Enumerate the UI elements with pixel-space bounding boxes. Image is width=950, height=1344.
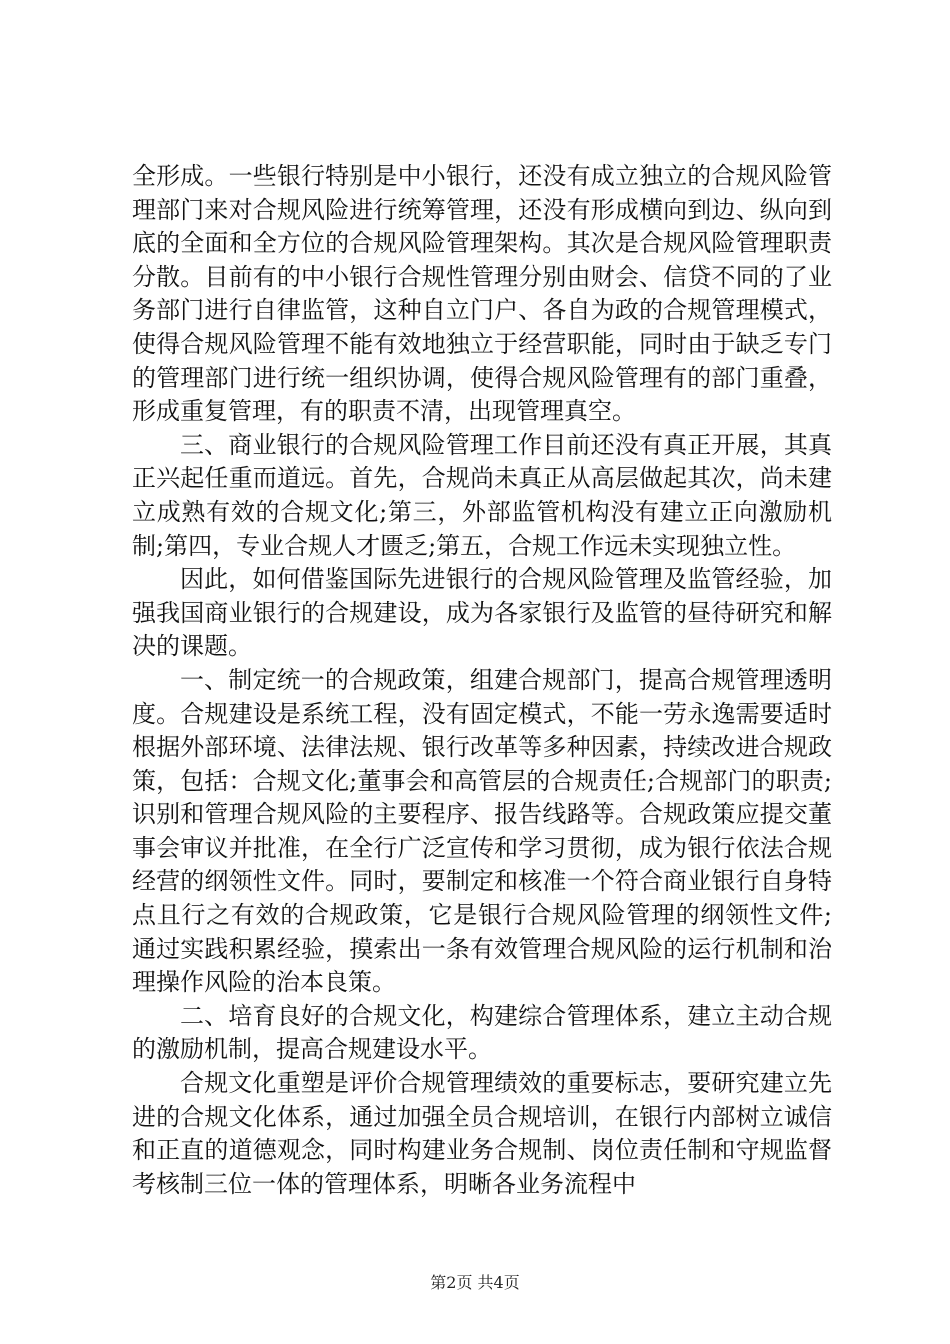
paragraph-compliance-culture: 合规文化重塑是评价合规管理绩效的重要标志，要研究建立先进的合规文化体系，通过加强全员合规培训，在银行内部树立诚信和正直的道德观念，同时构建业务合规制、岗位责任制和守规监督考核制三位一体的管理体系，明晰各业务流程中 (132, 1069, 832, 1198)
paragraph-therefore: 因此，如何借鉴国际先进银行的合规风险管理及监管经验，加强我国商业银行的合规建设，成为各家银行及监管的昼待研究和解决的课题。 (132, 565, 832, 661)
body-text (132, 160, 832, 1201)
paragraph-section-three: 三、商业银行的合规风险管理工作目前还没有真正开展，其真正兴起任重而道远。首先，合规尚未真正从高层做起其次，尚未建立成熟有效的合规文化;第三，外部监管机构没有建立正向激励机制;第四，专业合规人才匮乏;第五，合规工作远未实现独立性。 (132, 430, 832, 560)
paragraph-point-two: 二、培育良好的合规文化，构建综合管理体系，建立主动合规的激励机制，提高合规建设水平。 (132, 1001, 832, 1064)
paragraph-point-one: 一、制定统一的合规政策，组建合规部门，提高合规管理透明度。合规建设是系统工程，没有固定模式，不能一劳永逸需要适时根据外部环境、法律法规、银行改革等多种因素，持续改进合规政策，包括：合规文化;董事会和高管层的合规责任;合规部门的职责;识别和管理合规风险的主要程序、报告线路等。合规政策应提交董事会审议并批准，在全行广泛宣传和学习贯彻，成为银行依法合规经营的纲领性文件。同时，要制定和核准一个符合商业银行自身特点且行之有效的合规政策，它是银行合规风险管理的纲领性文件;通过实践积累经验，摸索出一条有效管理合规风险的运行机制和治理操作风险的治本良策。 (132, 665, 832, 997)
paragraph-continued: 全形成。一些银行特别是中小银行，还没有成立独立的合规风险管理部门来对合规风险进行统筹管理，还没有形成横向到边、纵向到底的全面和全方位的合规风险管理架构。其次是合规风险管理职责分散。目前有的中小银行合规性管理分别由财会、信贷不同的了业务部门进行自律监管，这种自立门户、各自为政的合规管理模式，使得合规风险管理不能有效地独立于经营职能，同时由于缺乏专门的管理部门进行统一组织协调，使得合规风险管理有的部门重叠，形成重复管理，有的职责不清，出现管理真空。 (132, 162, 832, 426)
page-number-footer: 第2页 共4页 (430, 1273, 520, 1292)
